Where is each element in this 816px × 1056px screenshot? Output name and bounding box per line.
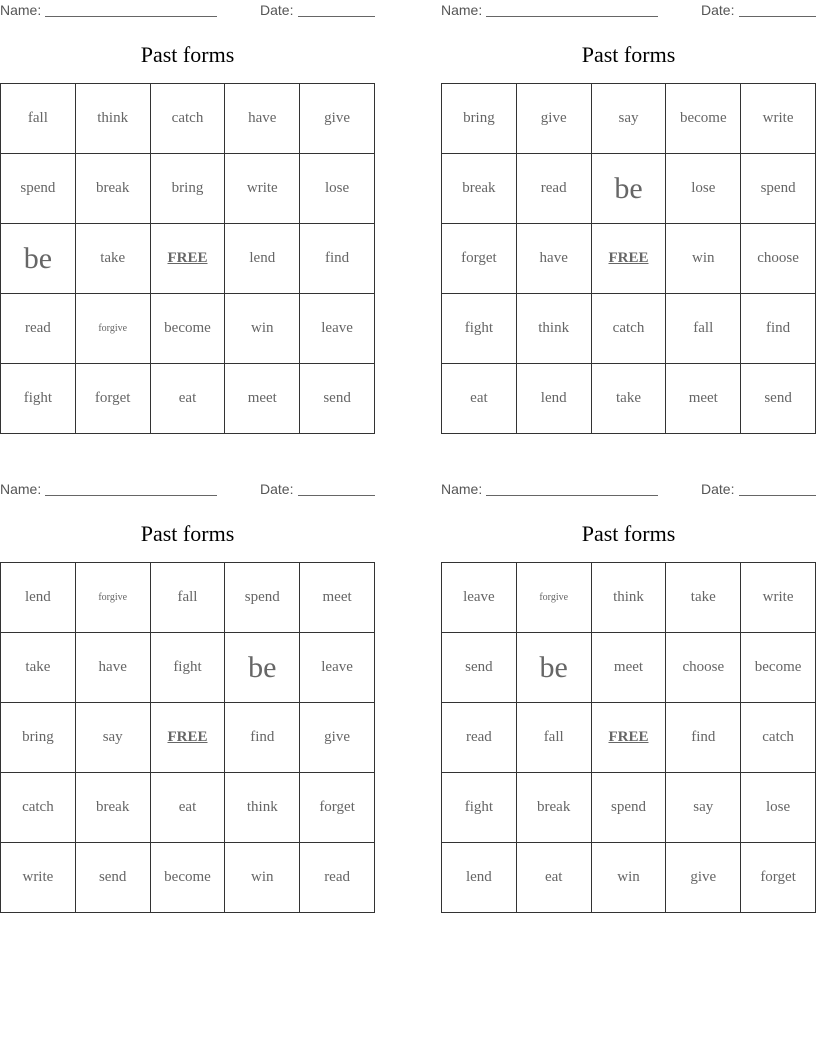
name-line bbox=[45, 16, 217, 17]
free-space: FREE bbox=[592, 224, 667, 294]
bingo-cell: fight bbox=[151, 633, 226, 703]
bingo-card-1 bbox=[0, 0, 375, 435]
bingo-cell: win bbox=[666, 224, 741, 294]
card-title: Past forms bbox=[140, 521, 235, 546]
bingo-cell: have bbox=[517, 224, 592, 294]
bingo-cell: send bbox=[741, 364, 816, 434]
bingo-cell: be bbox=[1, 224, 76, 294]
bingo-cell: bring bbox=[1, 703, 76, 773]
bingo-cell: bring bbox=[442, 84, 517, 154]
bingo-cell: eat bbox=[517, 843, 592, 913]
bingo-cell: send bbox=[300, 364, 375, 434]
bingo-cell: win bbox=[225, 843, 300, 913]
bingo-cell: fall bbox=[517, 703, 592, 773]
name-line bbox=[486, 495, 658, 496]
bingo-cell: find bbox=[666, 703, 741, 773]
bingo-cell: lend bbox=[442, 843, 517, 913]
bingo-cell: catch bbox=[592, 294, 667, 364]
bingo-cell: catch bbox=[741, 703, 816, 773]
bingo-cell: take bbox=[592, 364, 667, 434]
bingo-cell: forget bbox=[741, 843, 816, 913]
bingo-cell: think bbox=[225, 773, 300, 843]
bingo-cell: spend bbox=[1, 154, 76, 224]
bingo-cell: meet bbox=[592, 633, 667, 703]
bingo-cell: give bbox=[517, 84, 592, 154]
bingo-cell: send bbox=[76, 843, 151, 913]
bingo-cell: say bbox=[592, 84, 667, 154]
date-label: Date: bbox=[260, 2, 294, 18]
bingo-cell: break bbox=[442, 154, 517, 224]
bingo-cell: meet bbox=[300, 563, 375, 633]
bingo-cell: spend bbox=[592, 773, 667, 843]
bingo-cell: give bbox=[300, 84, 375, 154]
bingo-cell: forgive bbox=[76, 563, 151, 633]
bingo-cell: give bbox=[300, 703, 375, 773]
bingo-cell: bring bbox=[151, 154, 226, 224]
bingo-cell: have bbox=[76, 633, 151, 703]
bingo-cell: be bbox=[517, 633, 592, 703]
bingo-cell: break bbox=[76, 773, 151, 843]
bingo-cell: fall bbox=[151, 563, 226, 633]
bingo-cell: forget bbox=[76, 364, 151, 434]
card-title: Past forms bbox=[581, 42, 676, 67]
bingo-grid bbox=[441, 83, 816, 434]
bingo-cell: think bbox=[592, 563, 667, 633]
bingo-cell: say bbox=[76, 703, 151, 773]
bingo-cell: become bbox=[151, 294, 226, 364]
bingo-cell: eat bbox=[442, 364, 517, 434]
bingo-grid bbox=[0, 83, 375, 434]
bingo-cell: fall bbox=[666, 294, 741, 364]
bingo-cell: forget bbox=[442, 224, 517, 294]
card-title: Past forms bbox=[140, 42, 235, 67]
bingo-cell: take bbox=[666, 563, 741, 633]
card-header bbox=[441, 2, 816, 20]
bingo-card-2 bbox=[441, 0, 816, 435]
bingo-cell: leave bbox=[300, 294, 375, 364]
bingo-cell: think bbox=[76, 84, 151, 154]
bingo-cell: send bbox=[442, 633, 517, 703]
bingo-cell: lend bbox=[1, 563, 76, 633]
bingo-cell: win bbox=[592, 843, 667, 913]
bingo-cell: meet bbox=[666, 364, 741, 434]
bingo-cell: write bbox=[741, 84, 816, 154]
bingo-cell: write bbox=[225, 154, 300, 224]
bingo-cell: forgive bbox=[76, 294, 151, 364]
date-line bbox=[298, 16, 375, 17]
name-label: Name: bbox=[441, 481, 483, 497]
name-label: Name: bbox=[0, 481, 42, 497]
bingo-cell: find bbox=[225, 703, 300, 773]
free-space: FREE bbox=[151, 703, 226, 773]
bingo-cell: break bbox=[517, 773, 592, 843]
bingo-cell: lend bbox=[517, 364, 592, 434]
bingo-card-3 bbox=[0, 479, 375, 914]
free-space: FREE bbox=[592, 703, 667, 773]
bingo-cell: write bbox=[741, 563, 816, 633]
bingo-cell: take bbox=[1, 633, 76, 703]
bingo-cell: read bbox=[1, 294, 76, 364]
bingo-cell: fight bbox=[442, 294, 517, 364]
bingo-cell: write bbox=[1, 843, 76, 913]
date-label: Date: bbox=[701, 2, 735, 18]
bingo-cell: fight bbox=[1, 364, 76, 434]
bingo-cell: be bbox=[592, 154, 667, 224]
bingo-cell: lose bbox=[300, 154, 375, 224]
bingo-cell: read bbox=[517, 154, 592, 224]
date-line bbox=[739, 495, 816, 496]
bingo-cell: find bbox=[300, 224, 375, 294]
bingo-cell: choose bbox=[666, 633, 741, 703]
bingo-cell: read bbox=[442, 703, 517, 773]
bingo-cell: win bbox=[225, 294, 300, 364]
bingo-cell: lose bbox=[741, 773, 816, 843]
bingo-cell: lose bbox=[666, 154, 741, 224]
bingo-cell: choose bbox=[741, 224, 816, 294]
bingo-cell: become bbox=[741, 633, 816, 703]
card-header bbox=[0, 2, 375, 20]
bingo-cell: read bbox=[300, 843, 375, 913]
bingo-cell: fight bbox=[442, 773, 517, 843]
name-label: Name: bbox=[441, 2, 483, 18]
bingo-cell: catch bbox=[1, 773, 76, 843]
date-line bbox=[298, 495, 375, 496]
bingo-cell: take bbox=[76, 224, 151, 294]
card-header bbox=[0, 481, 375, 499]
bingo-cell: eat bbox=[151, 773, 226, 843]
card-title: Past forms bbox=[581, 521, 676, 546]
bingo-cell: eat bbox=[151, 364, 226, 434]
bingo-cell: forget bbox=[300, 773, 375, 843]
bingo-cell: leave bbox=[442, 563, 517, 633]
name-label: Name: bbox=[0, 2, 42, 18]
bingo-cell: become bbox=[666, 84, 741, 154]
bingo-cell: catch bbox=[151, 84, 226, 154]
bingo-cell: spend bbox=[741, 154, 816, 224]
bingo-cell: think bbox=[517, 294, 592, 364]
free-space: FREE bbox=[151, 224, 226, 294]
name-line bbox=[45, 495, 217, 496]
date-label: Date: bbox=[701, 481, 735, 497]
bingo-card-4 bbox=[441, 479, 816, 914]
date-label: Date: bbox=[260, 481, 294, 497]
bingo-cell: leave bbox=[300, 633, 375, 703]
card-header bbox=[441, 481, 816, 499]
bingo-cell: give bbox=[666, 843, 741, 913]
date-line bbox=[739, 16, 816, 17]
bingo-cell: find bbox=[741, 294, 816, 364]
bingo-cell: lend bbox=[225, 224, 300, 294]
bingo-grid bbox=[441, 562, 816, 913]
bingo-cell: forgive bbox=[517, 563, 592, 633]
bingo-cell: become bbox=[151, 843, 226, 913]
bingo-cell: fall bbox=[1, 84, 76, 154]
bingo-cell: be bbox=[225, 633, 300, 703]
bingo-cell: meet bbox=[225, 364, 300, 434]
name-line bbox=[486, 16, 658, 17]
bingo-cell: say bbox=[666, 773, 741, 843]
bingo-grid bbox=[0, 562, 375, 913]
bingo-cell: spend bbox=[225, 563, 300, 633]
bingo-cell: break bbox=[76, 154, 151, 224]
bingo-cell: have bbox=[225, 84, 300, 154]
